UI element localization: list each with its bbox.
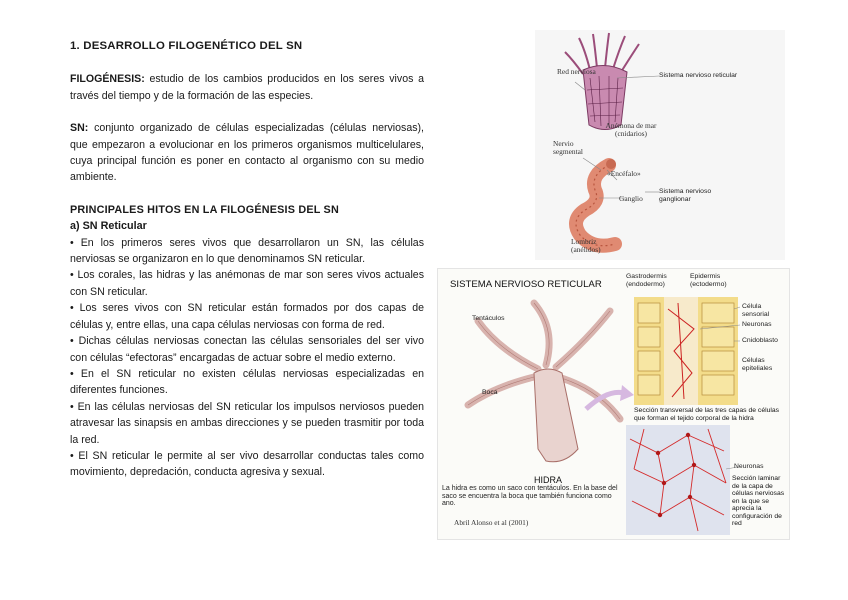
label-red-nerviosa: Red nerviosa <box>557 67 596 76</box>
label-cita: Abril Alonso et al (2001) <box>454 518 529 527</box>
filogenesis-term: FILOGÉNESIS: <box>70 73 145 86</box>
sn-definition: conjunto organizado de células especializadas (células nerviosas), que empezaron a evolucionar en los primeros organismos multicelulares, cuya principal función es poner en contacto al organismo con su medio ambiente. <box>70 122 424 184</box>
text-column <box>70 38 424 481</box>
label-anemona: Anémona de mar (cnidarios) <box>605 121 657 138</box>
label-boca: Boca <box>482 389 498 396</box>
nervous-systems-figure <box>535 30 785 260</box>
label-cnidoblasto: Cnidoblasto <box>742 337 778 344</box>
sn-paragraph <box>70 120 424 186</box>
label-seccion-laminar: Sección laminar de la capa de células nerviosas en la que se aprecia la configuración de red <box>732 475 785 527</box>
label-seccion-transversal: Sección transversal de las tres capas de células que forman el tejido corporal de la hidra <box>634 407 780 422</box>
bullet-item: • En el SN reticular no existen células nerviosas especializadas en diferentes funciones. <box>70 367 424 397</box>
label-celula-sensorial: Célula sensorial <box>742 303 770 318</box>
label-neuronas: Neuronas <box>742 321 772 328</box>
label-tentaculos: Tentáculos <box>472 315 505 322</box>
label-nervio-segmental: Nervio segmental <box>553 139 583 156</box>
bullet-item: • Los seres vivos con SN reticular están formados por dos capas de células y, entre ellas, una capa células nerviosas con forma de red. <box>70 302 424 331</box>
label-hidra: HIDRA <box>534 475 563 485</box>
bullet-item: • Dichas células nerviosas conectan las células sensoriales del ser vivo con células “efectoras” encargadas de actuar sobre el medio externo. <box>70 335 424 364</box>
label-encefalo: «Encéfalo» <box>607 169 641 178</box>
bullet-list <box>70 235 424 481</box>
label-epidermis: Epidermis (ectodermo) <box>690 273 727 288</box>
filogenesis-definition: estudio de los cambios producidos en los seres vivos a través del tiempo y de la formación de las especies. <box>70 73 424 102</box>
bullet-item: • El SN reticular le permite al ser vivo desarrollar conductas tales como movimiento, depredación, conducta agresiva y sexual. <box>70 449 424 479</box>
label-ganglio: Ganglio <box>619 194 643 203</box>
bullet-item: • En las células nerviosas del SN reticular los impulsos nerviosos pueden atravesar las sinapsis en ambas direcciones y se pueden trasmitir por toda la red. <box>70 400 424 446</box>
figure-title: SISTEMA NERVIOSO RETICULAR <box>450 279 602 290</box>
page-title: 1. DESARROLLO FILOGENÉTICO DEL SN <box>70 40 303 52</box>
subsection-heading: a) SN Reticular <box>70 220 147 233</box>
label-sistema-ganglionar: Sistema nervioso ganglionar <box>659 188 712 203</box>
label-hidra-desc: La hidra es como un saco con tentáculos. En la base del saco se encuentra la boca que también funciona como ano. <box>442 485 618 507</box>
hydra-reticular-figure <box>437 268 790 540</box>
label-lombriz: Lombriz (anélidos) <box>571 237 601 254</box>
label-gastrodermis: Gastrodermis (endodermo) <box>626 273 667 288</box>
label-neuronas-red: Neuronas <box>734 463 764 470</box>
bullet-item: • En los primeros seres vivos que desarrollaron un SN, las células nerviosas se organizaron en lo que denominamos SN reticular. <box>70 236 424 266</box>
sn-term: SN: <box>70 122 89 135</box>
label-celulas-epiteliales: Células epiteliales <box>742 357 773 372</box>
filogenesis-paragraph <box>70 71 424 104</box>
bullet-item: • Los corales, las hidras y las anémonas de mar son seres vivos actuales con SN reticular. <box>70 269 424 298</box>
label-sistema-reticular: Sistema nervioso reticular <box>659 72 738 79</box>
section-heading: PRINCIPALES HITOS EN LA FILOGÉNESIS DEL SN <box>70 203 339 216</box>
